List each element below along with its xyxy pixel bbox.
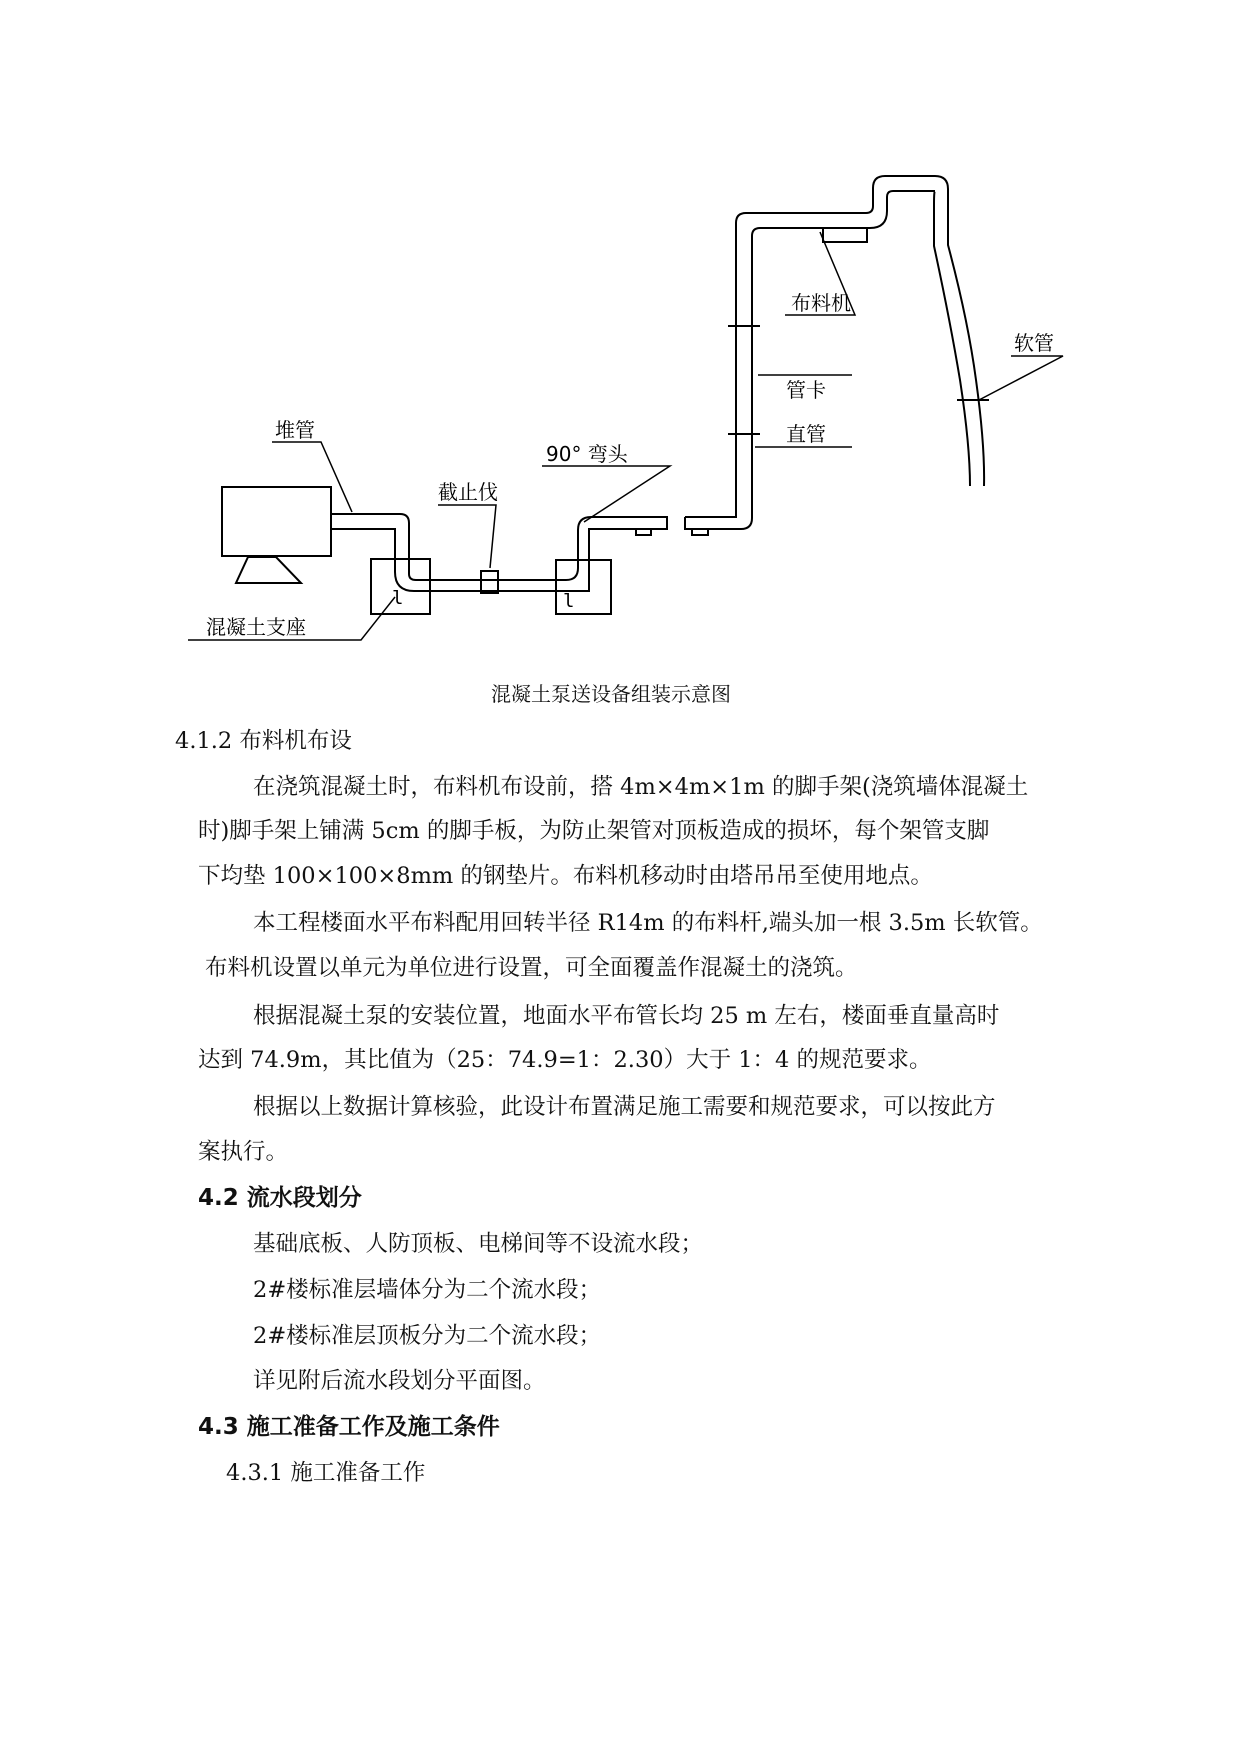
label-concrete-support: 混凝土支座 bbox=[206, 615, 306, 639]
label-pile-pipe: 堆管 bbox=[275, 418, 315, 442]
support-mark-left: l bbox=[392, 587, 404, 609]
label-pipe-clamp: 管卡 bbox=[786, 378, 826, 402]
section-heading-4-2: 4.2 流水段划分 bbox=[198, 1185, 362, 1211]
concrete-pump-base bbox=[236, 557, 301, 583]
concrete-pump-body bbox=[222, 487, 331, 556]
list-item: 详见附后流水段划分平面图。 bbox=[253, 1368, 546, 1394]
list-item: 2#楼标准层顶板分为二个流水段； bbox=[253, 1323, 602, 1349]
paragraph-1-line-3: 下均垫 100×100×8mm 的钢垫片。布料机移动时由塔吊吊至使用地点。 bbox=[198, 863, 933, 889]
section-heading-4-3: 4.3 施工准备工作及施工条件 bbox=[198, 1414, 500, 1440]
paragraph-2-line-1: 本工程楼面水平布料配用回转半径 R14m 的布料杆,端头加一根 3.5m 长软管。 bbox=[253, 910, 1043, 936]
paragraph-3-line-1: 根据混凝土泵的安装位置，地面水平布管长均 25 m 左右，楼面垂直量高时 bbox=[253, 1003, 1000, 1029]
label-hose: 软管 bbox=[1014, 331, 1054, 355]
list-item: 基础底板、人防顶板、电梯间等不设流水段； bbox=[253, 1231, 704, 1257]
section-heading-4-3-1: 4.3.1 施工准备工作 bbox=[226, 1460, 426, 1486]
list-item: 2#楼标准层墙体分为二个流水段； bbox=[253, 1277, 602, 1303]
label-distributor: 布料机 bbox=[791, 291, 851, 315]
paragraph-1-line-1: 在浇筑混凝土时，布料机布设前，搭 4m×4m×1m 的脚手架(浇筑墙体混凝土 bbox=[253, 774, 1029, 800]
figure-caption: 混凝土泵送设备组装示意图 bbox=[491, 682, 731, 706]
stop-valve bbox=[481, 571, 498, 593]
label-elbow: 90° 弯头 bbox=[546, 442, 628, 466]
section-heading-4-1-2: 4.1.2 布料机布设 bbox=[175, 728, 352, 754]
paragraph-3-line-2: 达到 74.9m，其比值为（25：74.9=1：2.30）大于 1：4 的规范要求。 bbox=[198, 1047, 932, 1073]
support-mark-right: l bbox=[563, 590, 575, 612]
distributor-box bbox=[823, 228, 867, 242]
paragraph-1-line-2: 时)脚手架上铺满 5cm 的脚手板，为防止架管对顶板造成的损坏，每个架管支脚 bbox=[198, 818, 990, 844]
paragraph-4-line-1: 根据以上数据计算核验，此设计布置满足施工需要和规范要求，可以按此方 bbox=[253, 1094, 996, 1120]
label-straight-pipe: 直管 bbox=[786, 422, 826, 446]
pump-assembly-diagram bbox=[0, 0, 1241, 680]
label-stop-valve: 截止伐 bbox=[438, 480, 498, 504]
paragraph-2-line-2: 布料机设置以单元为单位进行设置，可全面覆盖作混凝土的浇筑。 bbox=[205, 955, 858, 981]
paragraph-4-line-2: 案执行。 bbox=[198, 1139, 289, 1165]
